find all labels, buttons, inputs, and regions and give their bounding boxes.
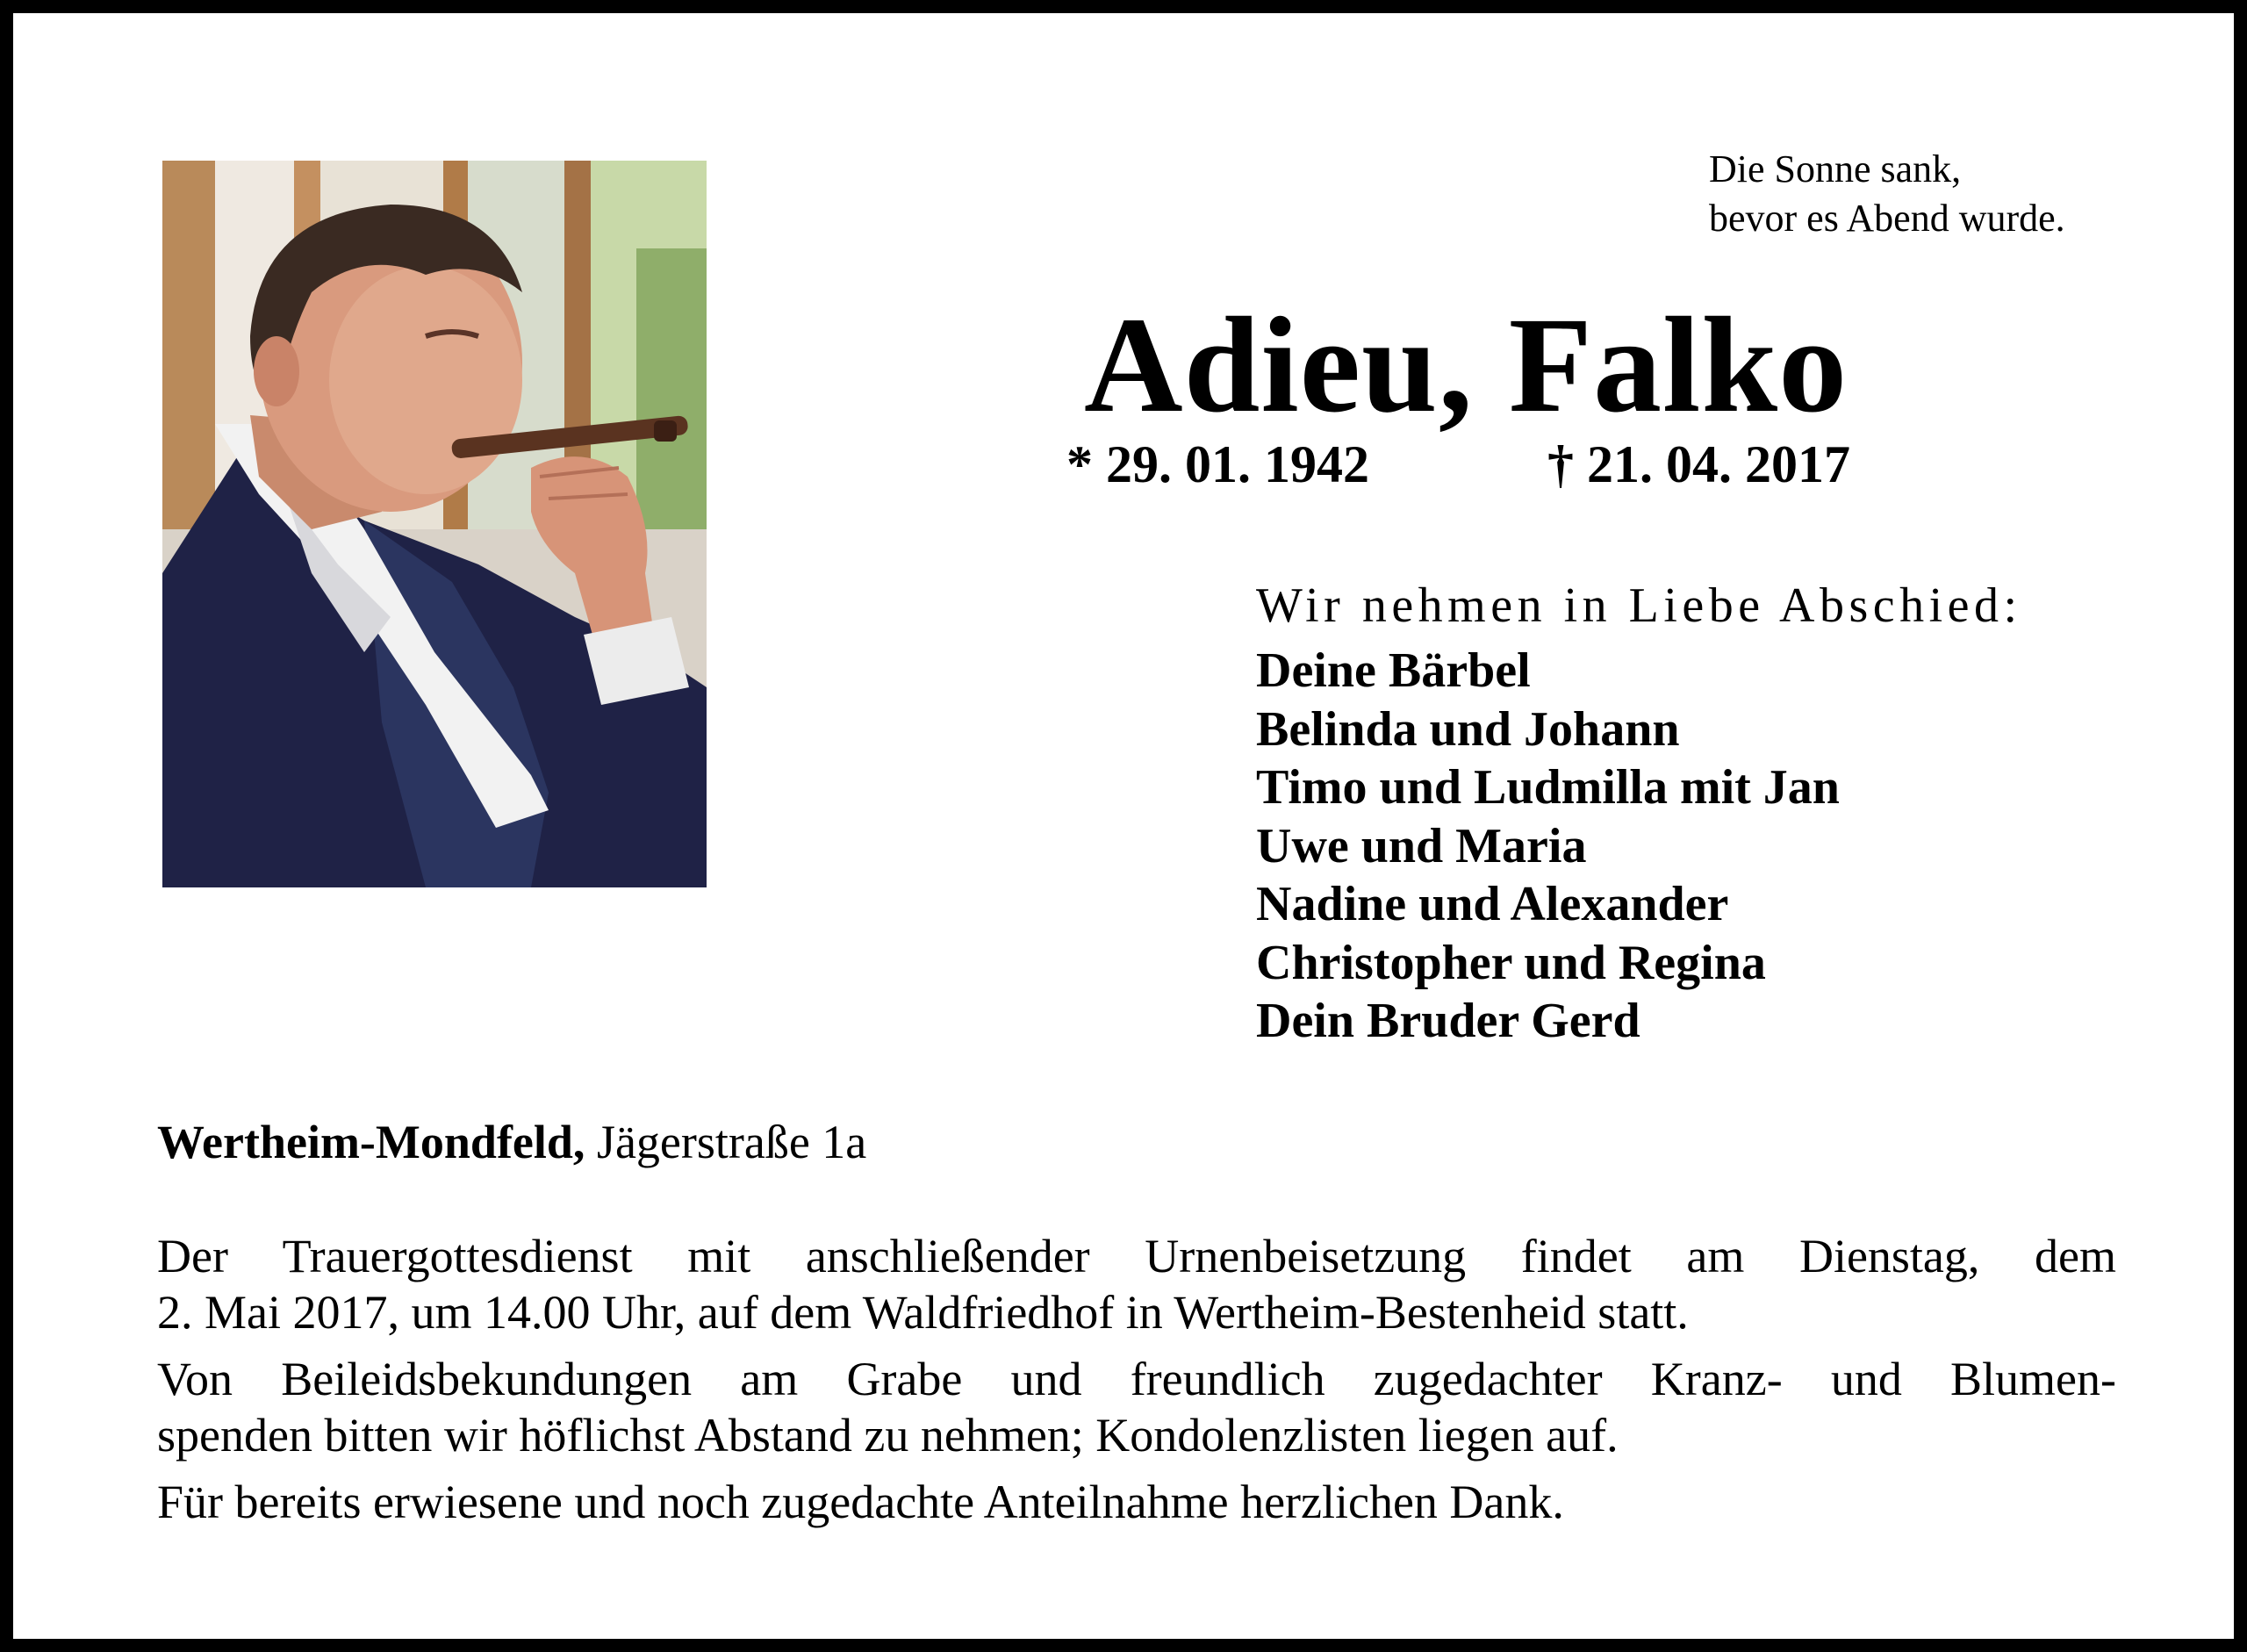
mourner-name: Timo und Ludmilla mit Jan: [1256, 760, 1840, 815]
life-dates: [1066, 433, 1850, 496]
deceased-name-heading: Adieu, Falko: [1084, 289, 1849, 441]
service-line-2: 2. Mai 2017, um 14.00 Uhr, auf dem Waldfriedhof in Wertheim-Bestenheid statt.: [157, 1286, 1689, 1339]
condolence-paragraph: [157, 1351, 2116, 1463]
service-line-1: Der Trauergottesdienst mit anschließender Urnenbeisetzung findet am Dienstag, dem: [157, 1230, 2116, 1282]
mourners-list: [1256, 642, 1840, 1051]
mourner-name: Nadine und Alexander: [1256, 877, 1729, 931]
epitaph-line-2: bevor es Abend wurde.: [1709, 197, 2065, 240]
address-street: Jägerstraße 1a: [596, 1116, 867, 1168]
family-address: [157, 1114, 866, 1170]
thanks-paragraph: Für bereits erwiesene und noch zugedachte Anteilnahme herzlichen Dank.: [157, 1476, 1564, 1528]
mourners-heading: Wir nehmen in Liebe Abschied:: [1256, 578, 2022, 633]
mourner-name: Dein Bruder Gerd: [1256, 994, 1640, 1048]
mourner-name: Christopher und Regina: [1256, 935, 1766, 990]
death-date: † 21. 04. 2017: [1547, 435, 1850, 493]
epitaph-line-1: Die Sonne sank,: [1709, 147, 1962, 190]
portrait-illustration: [162, 161, 707, 887]
address-city: Wertheim-Mondfeld,: [157, 1116, 585, 1168]
portrait-photo: [162, 161, 707, 887]
condolence-line-1: Von Beileidsbekundungen am Grabe und freundlich zugedachter Kranz- und Blumen-: [157, 1353, 2116, 1405]
funeral-notice-text: [157, 1228, 2116, 1541]
birth-date: * 29. 01. 1942: [1066, 435, 1369, 493]
mourner-name: Deine Bärbel: [1256, 643, 1531, 698]
mourner-name: Uwe und Maria: [1256, 818, 1587, 873]
epitaph-quote: [1709, 145, 2065, 243]
condolence-line-2: spenden bitten wir höflichst Abstand zu nehmen; Kondolenzlisten liegen auf.: [157, 1409, 1619, 1462]
service-paragraph: [157, 1228, 2116, 1340]
mourner-name: Belinda und Johann: [1256, 701, 1680, 757]
